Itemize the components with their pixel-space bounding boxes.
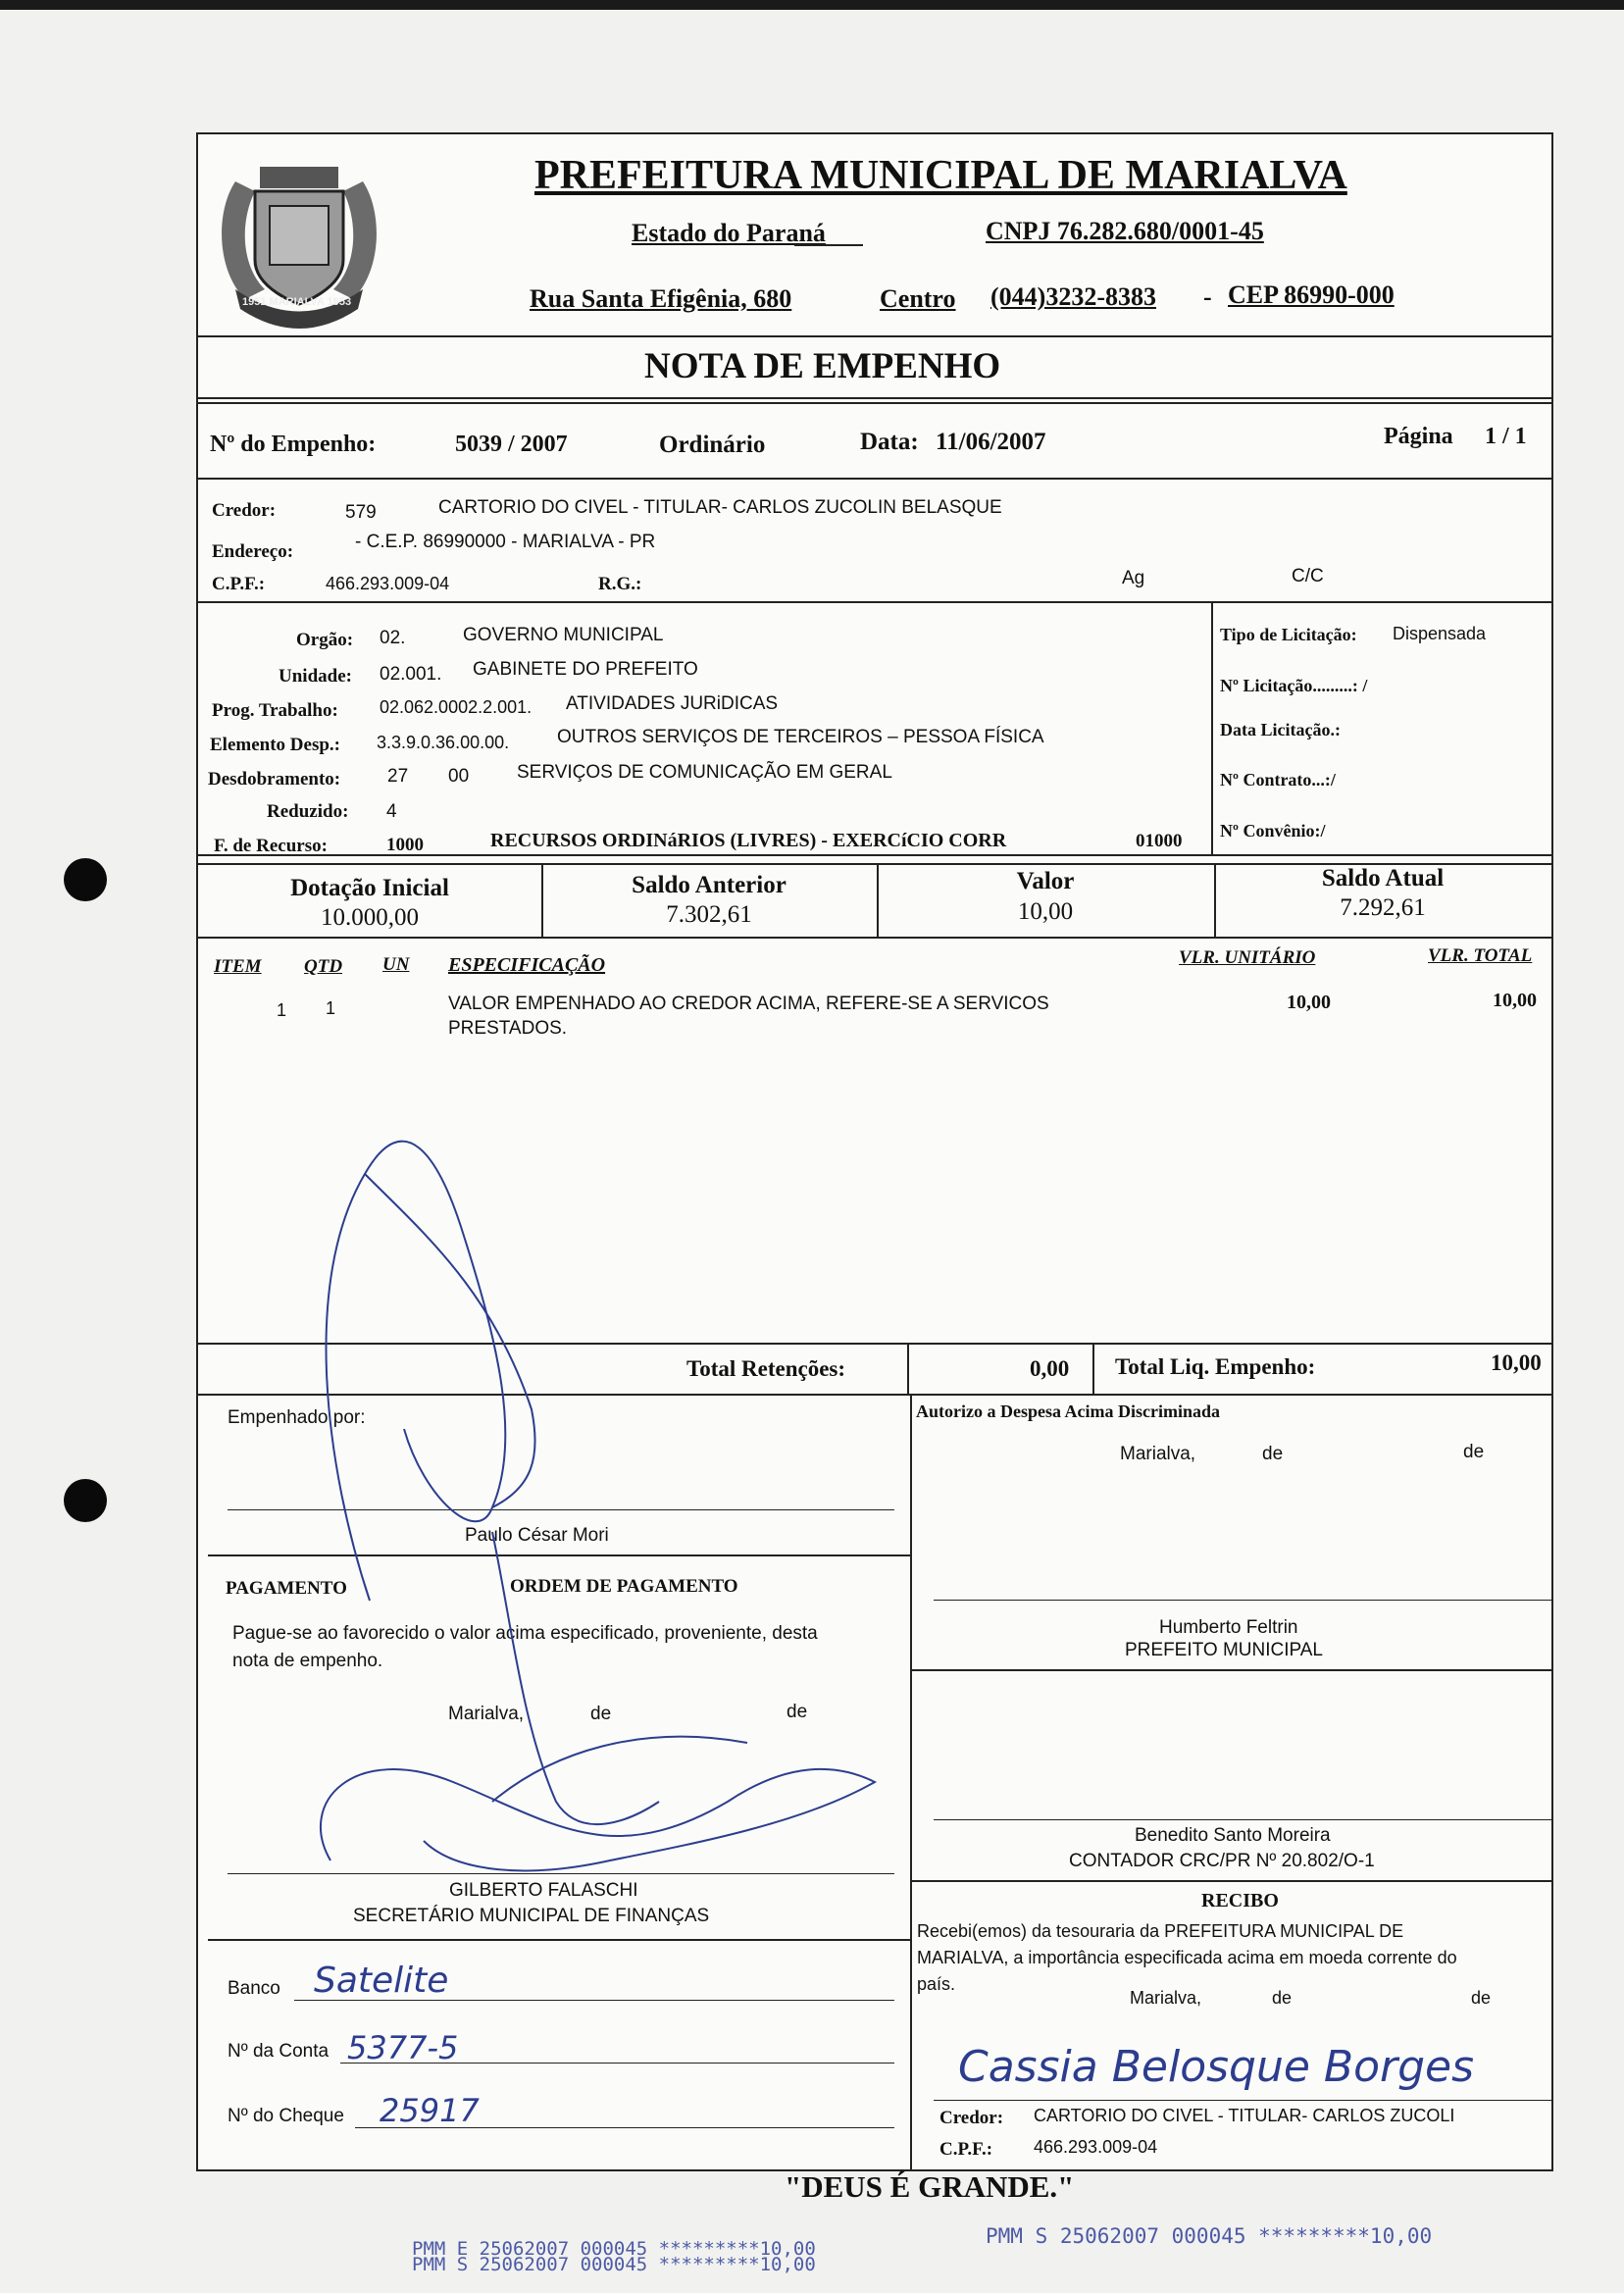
pague-se-text-2: nota de empenho. — [232, 1651, 383, 1671]
prog-trabalho-label: Prog. Trabalho: — [212, 700, 338, 721]
recibo-credor-label: Credor: — [939, 2108, 1004, 2128]
dotacao-inicial-label: Dotação Inicial — [290, 875, 449, 901]
contador-name: Benedito Santo Moreira — [1135, 1825, 1331, 1846]
recibo-cpf-value: 466.293.009-04 — [1034, 2137, 1158, 2157]
pagamento-label: PAGAMENTO — [226, 1578, 347, 1599]
page-number: 1 / 1 — [1485, 424, 1527, 449]
cpf-label: C.P.F.: — [212, 574, 266, 594]
handwritten-signatures — [198, 134, 1551, 2169]
unidade-label: Unidade: — [279, 666, 352, 687]
footer-motto: "DEUS É GRANDE." — [785, 2169, 1075, 2204]
empenho-number-label: Nº do Empenho: — [210, 432, 377, 457]
credor-signature: Cassia Belosque Borges — [958, 2042, 1475, 2092]
row-spec-line1: VALOR EMPENHADO AO CREDOR ACIMA, REFERE-SE A SERVICOS — [448, 994, 1049, 1014]
saldo-atual-value: 7.292,61 — [1340, 894, 1426, 921]
desdobramento-label: Desdobramento: — [208, 769, 341, 790]
fonte-recurso-code: 1000 — [386, 835, 424, 855]
fonte-recurso-label: F. de Recurso: — [214, 836, 328, 856]
recibo-text-1: Recebi(emos) da tesouraria da PREFEITURA MUNICIPAL DE — [917, 1921, 1404, 1941]
cnpj-label: CNPJ 76.282.680/0001-45 — [986, 217, 1264, 245]
recibo-text-3: país. — [917, 1974, 956, 1994]
recibo-de-1: de — [1272, 1988, 1293, 2008]
total-retencoes-label: Total Retenções: — [686, 1356, 846, 1381]
cheque-value: 25917 — [380, 2092, 480, 2129]
valor-label: Valor — [1016, 868, 1075, 894]
num-licitacao: Nº Licitação.........: / — [1220, 676, 1368, 695]
saldo-anterior-label: Saldo Anterior — [632, 872, 787, 898]
dotacao-inicial-value: 10.000,00 — [321, 904, 419, 931]
prefeito-name: Humberto Feltrin — [1159, 1617, 1298, 1638]
conta-value: 5377-5 — [347, 2029, 459, 2066]
ag-label: Ag — [1122, 568, 1145, 588]
saldo-anterior-value: 7.302,61 — [666, 901, 752, 928]
col-header-especificacao: ESPECIFICAÇÃO — [448, 954, 606, 976]
prog-trabalho-name: ATIVIDADES JURiDICAS — [566, 693, 779, 714]
endereco-value: - C.E.P. 86990000 - MARIALVA - PR — [355, 532, 656, 552]
address-district: Centro — [880, 284, 956, 313]
empenho-number: 5039 / 2007 — [455, 432, 568, 457]
empenhado-por-label: Empenhado por: — [228, 1407, 366, 1428]
secretario-title: SECRETÁRIO MUNICIPAL DE FINANÇAS — [353, 1906, 710, 1926]
recibo-city: Marialva, — [1130, 1988, 1202, 2008]
cc-label: C/C — [1292, 566, 1324, 586]
secretario-name: GILBERTO FALASCHI — [449, 1880, 638, 1901]
prog-trabalho-code: 02.062.0002.2.001. — [380, 697, 533, 717]
col-header-qtd: QTD — [304, 956, 343, 977]
orgao-name: GOVERNO MUNICIPAL — [463, 625, 664, 645]
page-label: Página — [1384, 424, 1453, 449]
seal-banner-text: 1951 MARIALVA 1953 — [242, 296, 352, 308]
page-title: PREFEITURA MUNICIPAL DE MARIALVA — [534, 153, 1347, 198]
col-header-vlr-total: VLR. TOTAL — [1428, 945, 1533, 966]
autorizo-label: Autorizo a Despesa Acima Discriminada — [916, 1401, 1220, 1421]
endereco-label: Endereço: — [212, 541, 294, 562]
recibo-credor-value: CARTORIO DO CIVEL - TITULAR- CARLOS ZUCOLI — [1034, 2106, 1455, 2125]
conta-label: Nº da Conta — [228, 2041, 330, 2062]
fonte-recurso-code2: 01000 — [1136, 831, 1183, 851]
contador-title: CONTADOR CRC/PR Nº 20.802/O-1 — [1069, 1851, 1375, 1871]
banco-value: Satelite — [314, 1961, 449, 2001]
autorizo-de-1: de — [1262, 1444, 1284, 1464]
saldo-atual-label: Saldo Atual — [1321, 865, 1445, 892]
reduzido-label: Reduzido: — [267, 801, 349, 822]
empenho-date: 11/06/2007 — [936, 429, 1046, 455]
state-label: Estado do Paraná — [632, 219, 826, 247]
valor-value: 10,00 — [1017, 898, 1074, 925]
data-licitacao: Data Licitação.: — [1220, 720, 1341, 739]
pague-se-text-1: Pague-se ao favorecido o valor acima especificado, proveniente, desta — [232, 1623, 818, 1644]
credor-label: Credor: — [212, 500, 277, 521]
banco-label: Banco — [228, 1978, 280, 1999]
num-convenio: Nº Convênio:/ — [1220, 821, 1326, 841]
row-item: 1 — [277, 1000, 287, 1020]
autorizo-de-2: de — [1463, 1442, 1485, 1462]
empenho-type: Ordinário — [659, 432, 766, 458]
orgao-code: 02. — [380, 628, 406, 648]
fonte-recurso-name: RECURSOS ORDINáRIOS (LIVRES) - EXERCíCIO CORR — [490, 830, 1007, 851]
recibo-cpf-label: C.P.F.: — [939, 2139, 993, 2160]
pagamento-de-1: de — [590, 1704, 612, 1724]
orgao-label: Orgão: — [296, 630, 354, 650]
recibo-de-2: de — [1471, 1988, 1492, 2008]
elemento-desp-code: 3.3.9.0.36.00.00. — [377, 733, 510, 752]
document-title: NOTA DE EMPENHO — [644, 346, 1001, 386]
elemento-desp-label: Elemento Desp.: — [210, 735, 340, 755]
address-cep: CEP 86990-000 — [1228, 280, 1395, 309]
bank-stamp-2: PMM S 25062007 000045 *********10,00 — [986, 2224, 1433, 2248]
total-retencoes-value: 0,00 — [1030, 1356, 1070, 1381]
col-header-item: ITEM — [214, 956, 262, 977]
col-header-un: UN — [382, 954, 410, 975]
row-spec-line2: PRESTADOS. — [448, 1018, 568, 1039]
address-separator: - — [1203, 282, 1212, 311]
total-liq-empenho-label: Total Liq. Empenho: — [1115, 1354, 1316, 1379]
total-liq-empenho-value: 10,00 — [1491, 1350, 1542, 1375]
desdobramento-name: SERVIÇOS DE COMUNICAÇÃO EM GERAL — [517, 762, 892, 783]
tipo-licitacao-label: Tipo de Licitação: — [1220, 625, 1357, 644]
ordem-pagamento-label: ORDEM DE PAGAMENTO — [510, 1576, 738, 1597]
bank-stamp-1a: PMM E 25062007 000045 *********10,00 — [412, 2238, 816, 2260]
bank-stamp-1b: PMM S 25062007 000045 *********10,00 — [412, 2254, 816, 2275]
row-vlr-unitario: 10,00 — [1287, 992, 1331, 1013]
prefeito-title: PREFEITO MUNICIPAL — [1125, 1640, 1323, 1660]
credor-name: CARTORIO DO CIVEL - TITULAR- CARLOS ZUCOLIN BELASQUE — [438, 497, 1002, 518]
punch-hole-bottom — [64, 1479, 107, 1522]
col-header-vlr-unitario: VLR. UNITÁRIO — [1179, 947, 1316, 968]
row-vlr-total: 10,00 — [1493, 990, 1537, 1011]
reduzido-value: 4 — [386, 801, 397, 822]
recibo-label: RECIBO — [1201, 1890, 1279, 1911]
tipo-licitacao-value: Dispensada — [1393, 624, 1487, 643]
desdobramento-code2: 00 — [448, 766, 470, 787]
address-street: Rua Santa Efigênia, 680 — [530, 284, 792, 313]
pagamento-de-2: de — [787, 1702, 808, 1722]
elemento-desp-name: OUTROS SERVIÇOS DE TERCEIROS – PESSOA FÍSICA — [557, 727, 1044, 747]
recibo-text-2: MARIALVA, a importância especificada acima em moeda corrente do — [917, 1948, 1457, 1967]
nota-de-empenho-document — [196, 132, 1553, 2171]
scan-top-edge — [0, 0, 1624, 10]
credor-code: 579 — [345, 502, 377, 523]
cpf-value: 466.293.009-04 — [326, 574, 450, 593]
desdobramento-code: 27 — [387, 766, 409, 787]
rg-label: R.G.: — [598, 574, 642, 594]
row-qtd: 1 — [326, 998, 336, 1018]
address-phone: (044)3232-8383 — [990, 282, 1156, 311]
date-label: Data: — [860, 429, 919, 455]
unidade-name: GABINETE DO PREFEITO — [473, 659, 698, 680]
punch-hole-top — [64, 858, 107, 901]
cheque-label: Nº do Cheque — [228, 2106, 344, 2126]
pagamento-city: Marialva, — [448, 1704, 525, 1724]
empenhado-por-name: Paulo César Mori — [465, 1525, 609, 1546]
unidade-code: 02.001. — [380, 664, 442, 685]
autorizo-city: Marialva, — [1120, 1444, 1196, 1464]
num-contrato: Nº Contrato...:/ — [1220, 770, 1336, 790]
